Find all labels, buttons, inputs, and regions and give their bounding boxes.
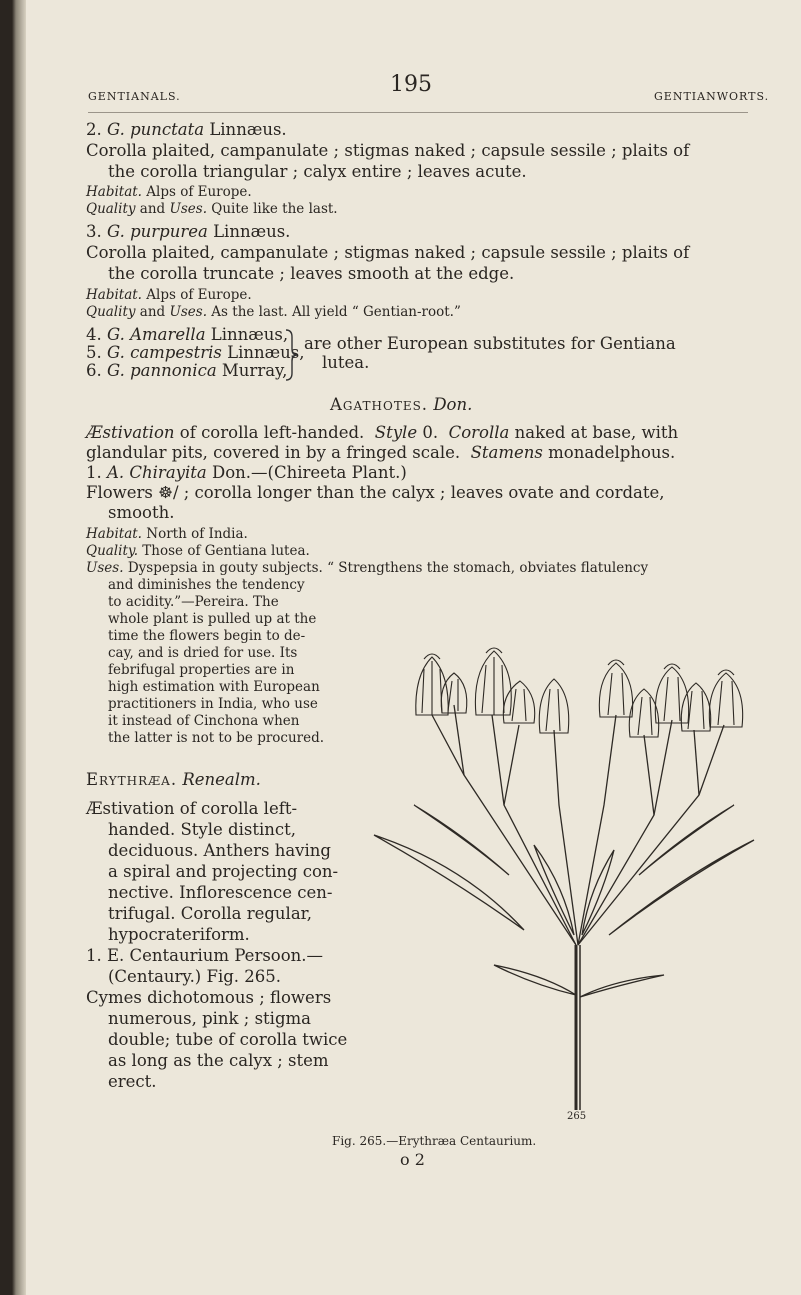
running-head-left: GENTIANALS. — [88, 90, 181, 103]
agathotes-uses-line: time the flowers begin to de- — [108, 628, 306, 644]
entry-6: 6. G. pannonica Murray, — [86, 361, 288, 380]
agathotes-uses-line: whole plant is pulled up at the — [108, 611, 317, 627]
agathotes-habitat: Habitat. North of India. — [86, 526, 248, 542]
entry-4: 4. G. Amarella Linnæus, — [86, 325, 289, 344]
erythraea-centaurium-illustration — [354, 645, 774, 1115]
entry-3-quality: Quality and Uses. As the last. All yield “ Gentian-root.” — [86, 304, 461, 320]
running-head-right: GENTIANWORTS. — [654, 90, 770, 103]
erythraea-line: Æstivation of corolla left- — [86, 799, 298, 818]
agathotes-char-2: glandular pits, covered in by a fringed scale. Stamens monadelphous. — [86, 443, 676, 462]
erythraea-line: nective. Inflorescence cen- — [108, 883, 333, 902]
agathotes-uses-line: practitioners in India, who use — [108, 696, 318, 712]
agathotes-flowers-1: Flowers ☸/ ; corolla longer than the calyx ; leaves ovate and cordate, — [86, 483, 665, 502]
agathotes-uses-first: Uses. Dyspepsia in gouty subjects. “ Strengthens the stomach, obviates flatulency — [86, 560, 649, 576]
agathotes-uses-line: febrifugal properties are in — [108, 662, 295, 678]
signature-mark: o 2 — [400, 1150, 425, 1169]
book-page — [26, 0, 801, 1295]
entry-2-quality: Quality and Uses. Quite like the last. — [86, 201, 338, 217]
entry-3-habitat: Habitat. Alps of Europe. — [86, 287, 252, 303]
entry-2-desc-2: the corolla triangular ; calyx entire ; leaves acute. — [108, 162, 527, 181]
erythraea-line: numerous, pink ; stigma — [108, 1009, 312, 1028]
erythraea-line: double; tube of corolla twice — [108, 1030, 348, 1049]
erythraea-heading: Erythræa. Renealm. — [86, 770, 261, 789]
entry-3-desc-1: Corolla plaited, campanulate ; stigmas naked ; capsule sessile ; plaits of — [86, 243, 690, 262]
entry-2-habitat: Habitat. Alps of Europe. — [86, 184, 252, 200]
entry-3-desc-2: the corolla truncate ; leaves smooth at the edge. — [108, 264, 515, 283]
erythraea-line: a spiral and projecting con- — [108, 862, 339, 881]
erythraea-line: as long as the calyx ; stem — [108, 1051, 329, 1070]
entry-2-title: 2. G. punctata Linnæus. — [86, 120, 287, 139]
erythraea-line: (Centaury.) Fig. 265. — [108, 967, 282, 986]
figure-number: 265 — [567, 1111, 587, 1122]
agathotes-quality: Quality. Those of Gentiana lutea. — [86, 543, 310, 559]
erythraea-line: trifugal. Corolla regular, — [108, 904, 312, 923]
entries-4-6-note-1: are other European substitutes for Gentiana — [304, 334, 676, 353]
entry-5: 5. G. campestris Linnæus, — [86, 343, 305, 362]
erythraea-line: deciduous. Anthers having — [108, 841, 331, 860]
entry-2-desc-1: Corolla plaited, campanulate ; stigmas naked ; capsule sessile ; plaits of — [86, 141, 690, 160]
agathotes-heading: Agathotes. Don. — [330, 395, 473, 414]
agathotes-uses-line: it instead of Cinchona when — [108, 713, 300, 729]
erythraea-line: handed. Style distinct, — [108, 820, 296, 839]
erythraea-line: 1. E. Centaurium Persoon.— — [86, 946, 324, 965]
page-number: 195 — [390, 72, 432, 97]
agathotes-uses-line: and diminishes the tendency — [108, 577, 305, 593]
agathotes-uses-line: high estimation with European — [108, 679, 320, 695]
erythraea-line: Cymes dichotomous ; flowers — [86, 988, 332, 1007]
agathotes-uses-line: the latter is not to be procured. — [108, 730, 325, 746]
entry-3-title: 3. G. purpurea Linnæus. — [86, 222, 291, 241]
agathotes-species-1: 1. A. Chirayita Don.—(Chireeta Plant.) — [86, 463, 407, 482]
agathotes-flowers-2: smooth. — [108, 503, 175, 522]
agathotes-uses-line: to acidity.”—Pereira. The — [108, 594, 279, 610]
agathotes-char-1: Æstivation of corolla left-handed. Style 0. Corolla naked at base, with — [86, 423, 679, 442]
book-gutter — [0, 0, 26, 1295]
header-rule — [88, 112, 748, 113]
agathotes-uses-line: cay, and is dried for use. Its — [108, 645, 298, 661]
entries-4-6-note-2: lutea. — [322, 353, 370, 372]
erythraea-line: hypocrateriform. — [108, 925, 250, 944]
figure-caption: Fig. 265.—Erythræa Centaurium. — [332, 1134, 537, 1148]
erythraea-line: erect. — [108, 1072, 157, 1091]
brace-icon — [284, 329, 298, 381]
